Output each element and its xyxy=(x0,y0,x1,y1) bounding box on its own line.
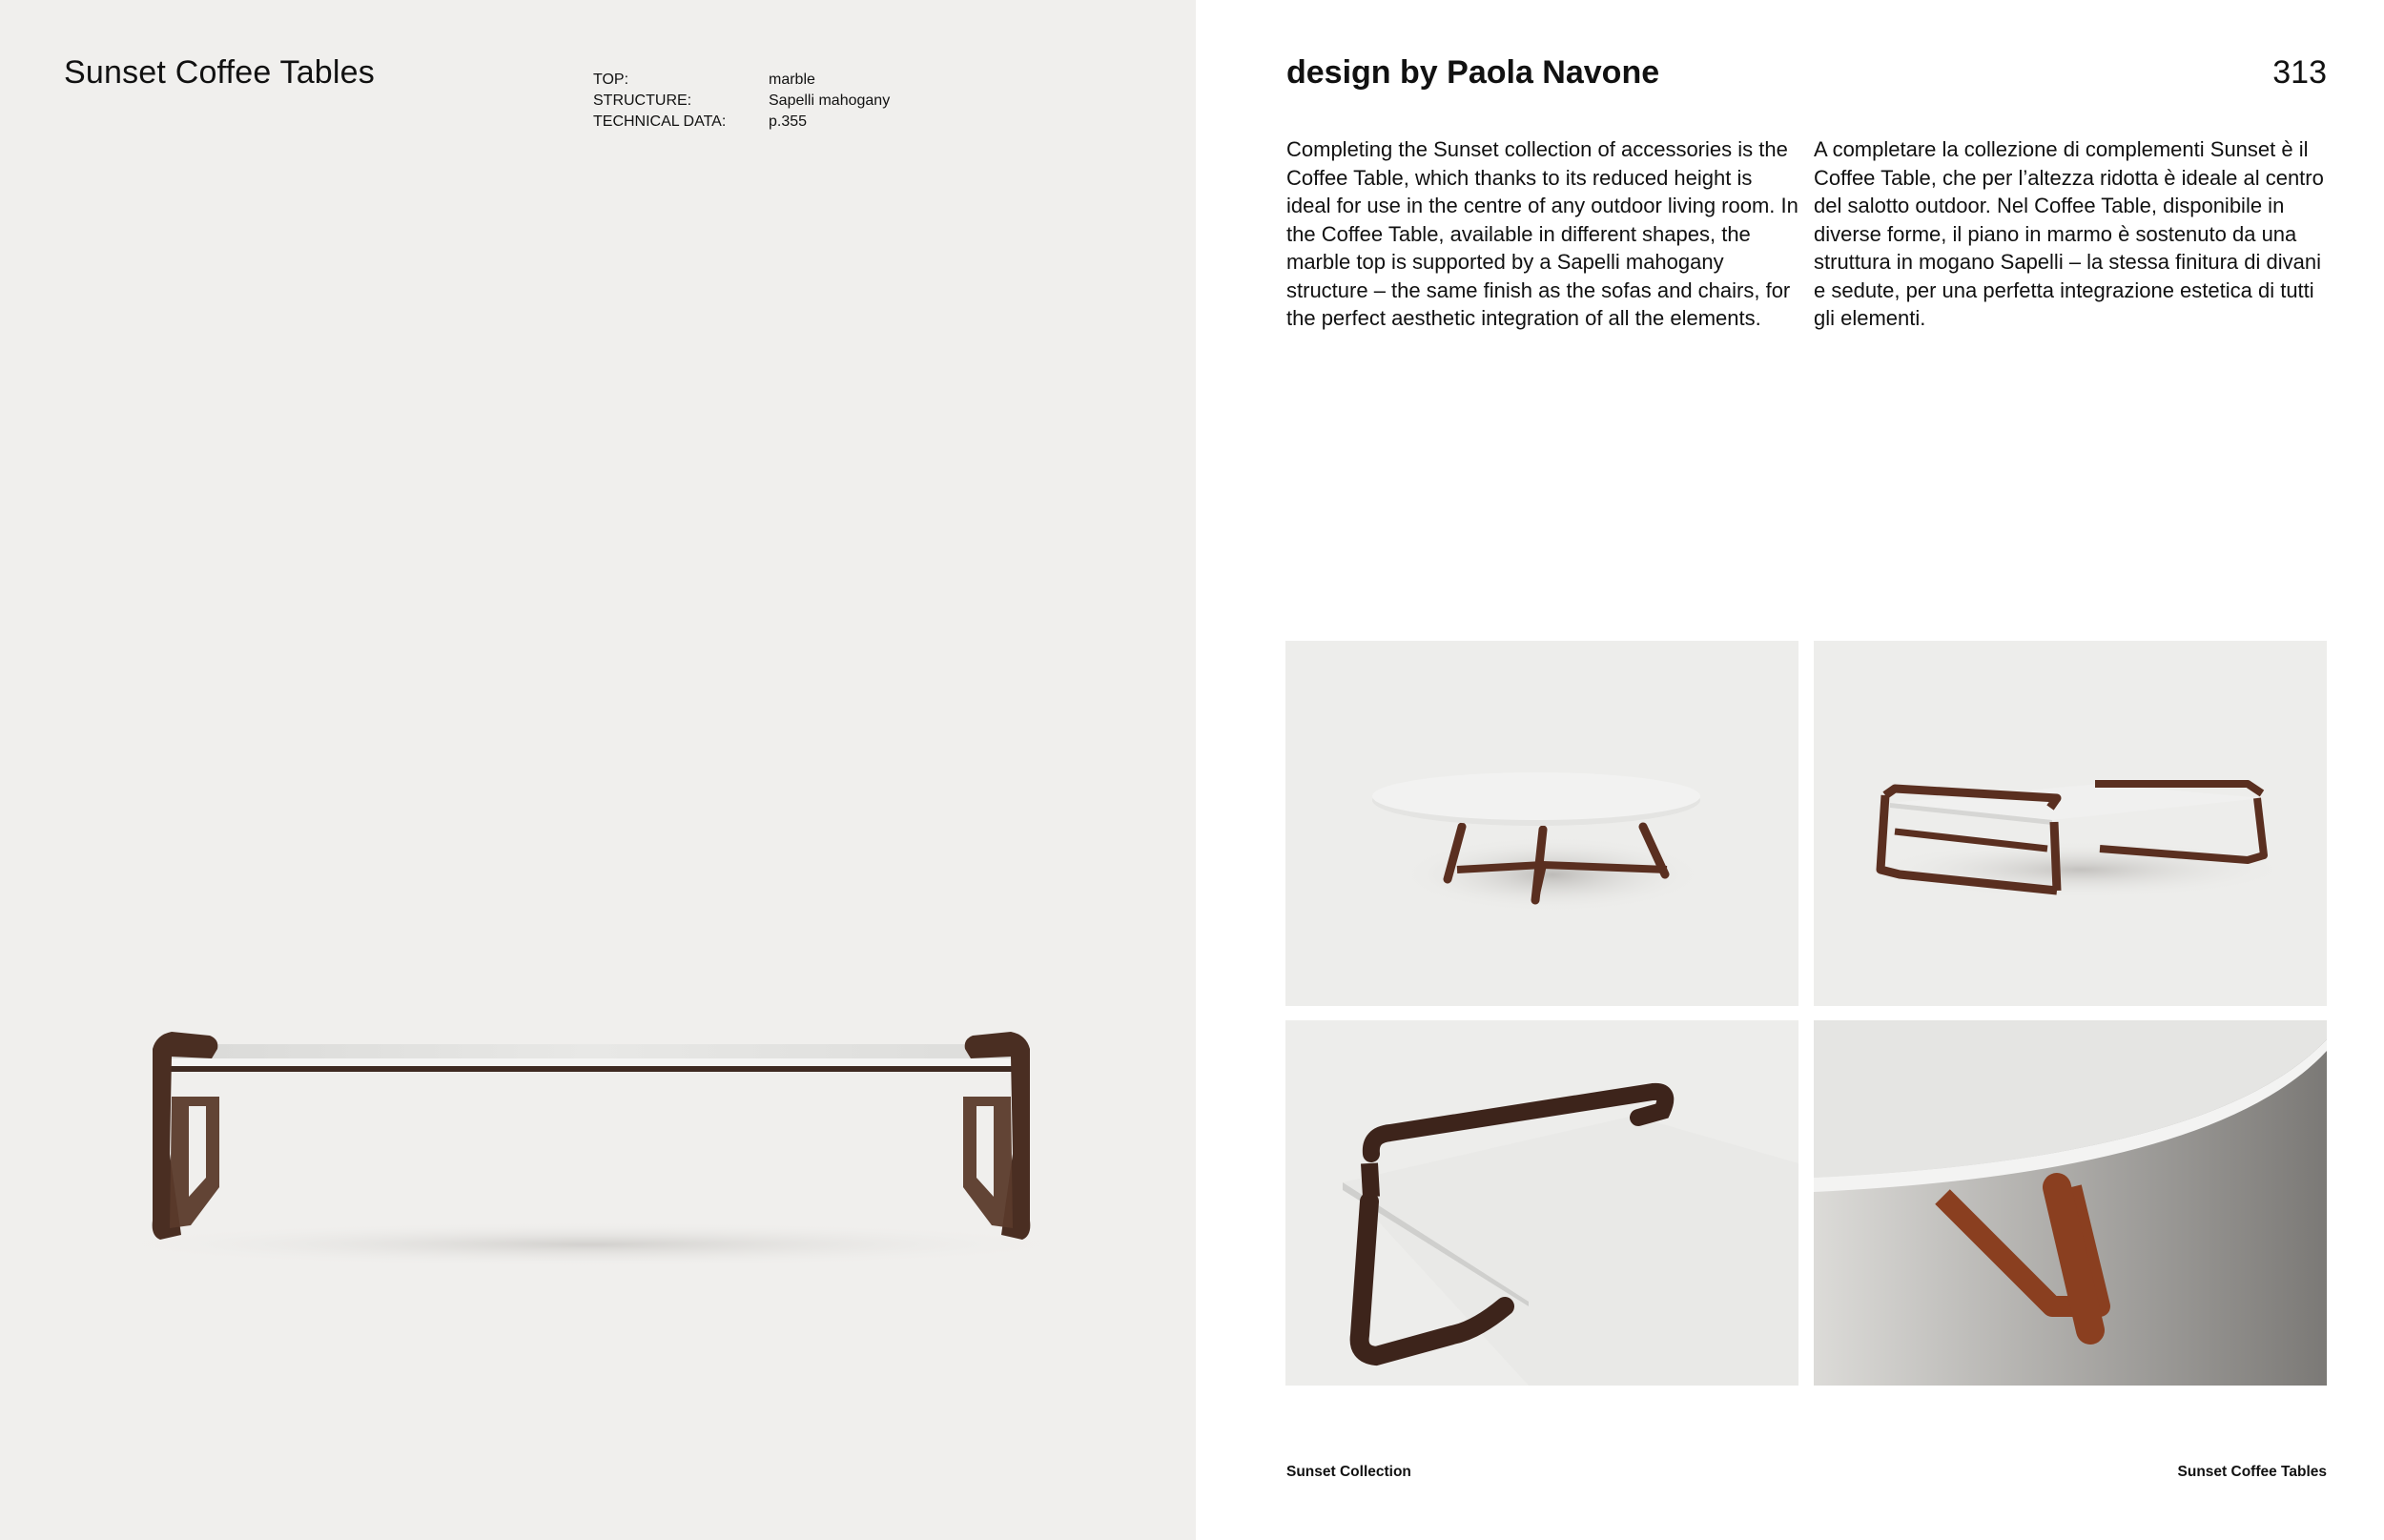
spec-label: TECHNICAL DATA: xyxy=(593,113,727,130)
footer-product-label: Sunset Coffee Tables xyxy=(2177,1464,2327,1480)
hero-product-image xyxy=(76,1011,1106,1278)
square-coffee-table-image xyxy=(1814,641,2327,1006)
spec-value: Sapelli mahogany xyxy=(769,92,891,109)
designer-credit: design by Paola Navone xyxy=(1286,54,1660,91)
footer-collection-label: Sunset Collection xyxy=(1286,1464,1411,1480)
spec-list xyxy=(593,70,890,133)
round-table-leg-detail-image xyxy=(1814,1020,2327,1386)
spec-row-top xyxy=(593,70,890,91)
spec-row-technical-data xyxy=(593,112,890,133)
page-title: Sunset Coffee Tables xyxy=(64,54,375,91)
spec-value: marble xyxy=(769,72,815,88)
page-number: 313 xyxy=(2272,54,2327,91)
description-english: Completing the Sunset collection of accessories is the Coffee Table, which thanks to its reduced height is ideal for use in the centre of any outdoor living room. In the Coffee Table, available in different shapes, the marble top is supported by a Sapelli mahogany structure – the same finish as the sofas and chairs, for the perfect aesthetic integration of all the elements. xyxy=(1286,137,1798,330)
coffee-table-handle-detail-image xyxy=(1285,1020,1798,1386)
round-coffee-table-image xyxy=(1285,641,1798,1006)
spec-row-structure xyxy=(593,91,890,112)
spec-label: TOP: xyxy=(593,72,629,88)
spec-label: STRUCTURE: xyxy=(593,92,692,109)
spec-value: p.355 xyxy=(769,113,808,130)
description-italian: A completare la collezione di complementi Sunset è il Coffee Table, che per l’altezza ridotta è ideale al centro del salotto outdoor. Nel Coffee Table, disponibile in diverse forme, il piano in marmo è sostenuto da una struttura in mogano Sapelli – la stessa finitura di divani e sedute, per una perfetta integrazione estetica di tutti gli elementi. xyxy=(1814,137,2324,330)
